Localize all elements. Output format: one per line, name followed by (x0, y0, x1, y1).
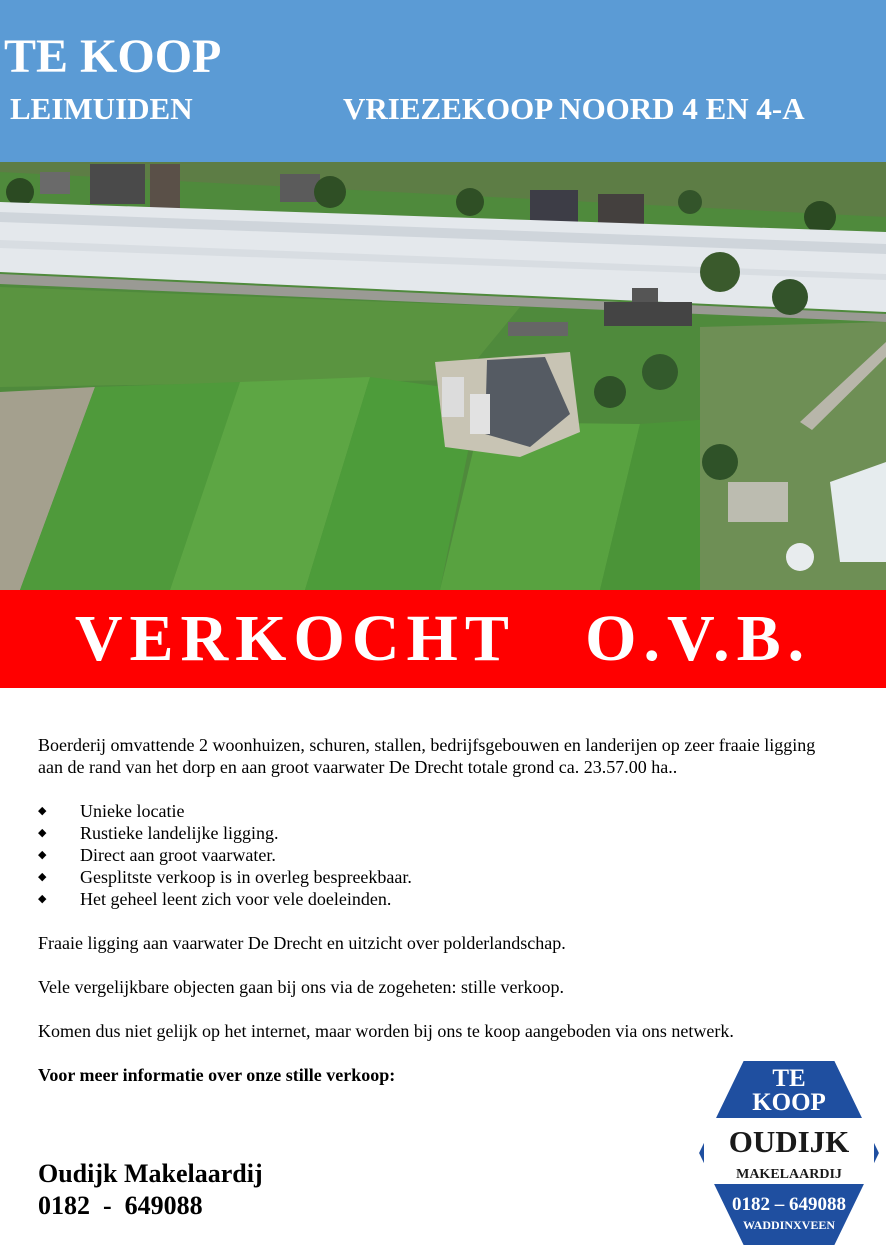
list-item: ◆ Het geheel leent zich voor vele doeleinden. (38, 889, 392, 909)
feature-list (38, 800, 838, 910)
contact-phone: 0182 - 649088 (38, 1191, 203, 1220)
logo-brand: OUDIJK (728, 1124, 850, 1159)
info-heading: Voor meer informatie over onze stille verkoop: (38, 1065, 396, 1085)
paragraph-location: Fraaie ligging aan vaarwater De Drecht en uitzicht over polderlandschap. (38, 933, 566, 953)
diamond-bullet-icon: ◆ (38, 893, 47, 905)
description (38, 734, 838, 1086)
agency-logo (696, 1058, 882, 1248)
diamond-bullet-icon: ◆ (38, 849, 47, 861)
contact-name: Oudijk Makelaardij (38, 1159, 263, 1188)
aerial-photo (0, 162, 886, 590)
logo-sub: MAKELAARDIJ (736, 1167, 842, 1182)
logo-phone: 0182 – 649088 (732, 1194, 846, 1215)
list-item: ◆ Rustieke landelijke ligging. (38, 823, 279, 843)
logo-city: WADDINXVEEN (742, 1218, 836, 1232)
place-label: LEIMUIDEN (10, 91, 193, 126)
logo-line1: TE (772, 1065, 806, 1092)
intro-text: Boerderij omvattende 2 woonhuizen, schuren, stallen, bedrijfsgebouwen en landerijen op zeer fraaie ligging aan de rand van het dorp en aan groot vaarwater De Drecht totale grond ca. 23.57.00 ha.. (38, 735, 816, 777)
logo-line2: KOOP (752, 1089, 826, 1116)
list-item: ◆ Direct aan groot vaarwater. (38, 845, 276, 865)
page-title: TE KOOP (4, 30, 222, 83)
diamond-bullet-icon: ◆ (38, 871, 47, 883)
contact-block (38, 1158, 263, 1222)
header (0, 0, 886, 162)
list-item: ◆ Gesplitste verkoop is in overleg bespreekbaar. (38, 867, 412, 887)
list-item: ◆ Unieke locatie (38, 801, 185, 821)
diamond-bullet-icon: ◆ (38, 805, 47, 817)
diamond-bullet-icon: ◆ (38, 827, 47, 839)
paragraph-network: Komen dus niet gelijk op het internet, maar worden bij ons te koop aangeboden via ons netwerk. (38, 1021, 734, 1041)
paragraph-silent-sale: Vele vergelijkbare objecten gaan bij ons via de zogeheten: stille verkoop. (38, 977, 564, 997)
sold-banner: VERKOCHT O.V.B. (0, 590, 886, 688)
address-label: VRIEZEKOOP NOORD 4 EN 4-A (343, 91, 805, 126)
